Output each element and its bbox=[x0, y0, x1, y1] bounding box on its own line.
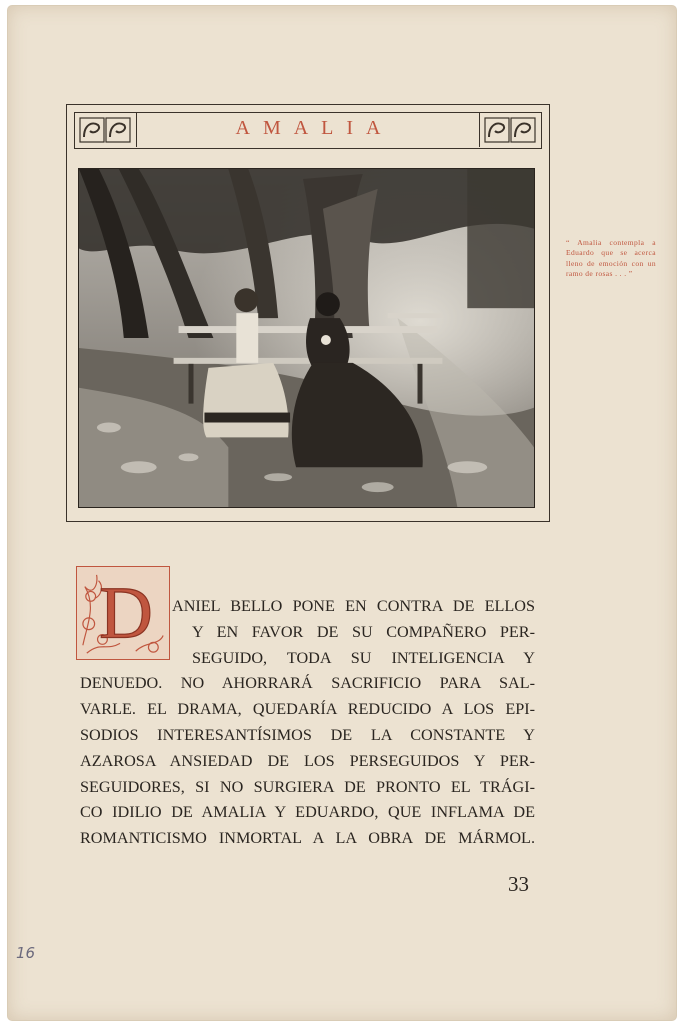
pencil-annotation: 16 bbox=[16, 944, 36, 962]
body-line: SODIOS INTERESANTÍSIMOS DE LA CONSTANTE Y bbox=[80, 725, 535, 744]
body-line: Y EN FAVOR DE SU COMPAÑERO PER- bbox=[192, 622, 535, 641]
body-line: DENUEDO. NO AHORRARÁ SACRIFICIO PARA SAL- bbox=[80, 674, 535, 693]
photograph bbox=[78, 168, 535, 508]
body-line: CO IDILIO DE AMALIA Y EDUARDO, QUE INFLAMA DE bbox=[80, 803, 535, 822]
page-number: 33 bbox=[508, 872, 529, 896]
title-bar bbox=[74, 112, 542, 149]
body-text bbox=[80, 594, 535, 852]
body-line: SEGUIDO, TODA SU INTELIGENCIA Y bbox=[192, 648, 535, 667]
body-line: AZAROSA ANSIEDAD DE LOS PERSEGUIDOS Y PER- bbox=[80, 751, 535, 770]
page-title: AMALIA bbox=[235, 117, 394, 139]
ornament-right-icon bbox=[479, 113, 541, 147]
body-line: ROMANTICISMO INMORTAL A LA OBRA DE MÁRMOL. bbox=[80, 829, 535, 848]
drop-cap-letter: D bbox=[99, 572, 153, 655]
body-line: SEGUIDORES, SI NO SURGIERA DE PRONTO EL TRÁGI- bbox=[80, 777, 535, 796]
body-line: ANIEL BELLO PONE EN CONTRA DE ELLOS bbox=[172, 597, 535, 615]
photo-caption: “ Amalia contempla a Eduardo que se acerca lleno de emoción con un ramo de rosas . . . ” bbox=[566, 238, 656, 278]
body-line: VARLE. EL DRAMA, QUEDARÍA REDUCIDO A LOS EPI- bbox=[80, 700, 535, 719]
ornament-left-icon bbox=[75, 113, 137, 147]
